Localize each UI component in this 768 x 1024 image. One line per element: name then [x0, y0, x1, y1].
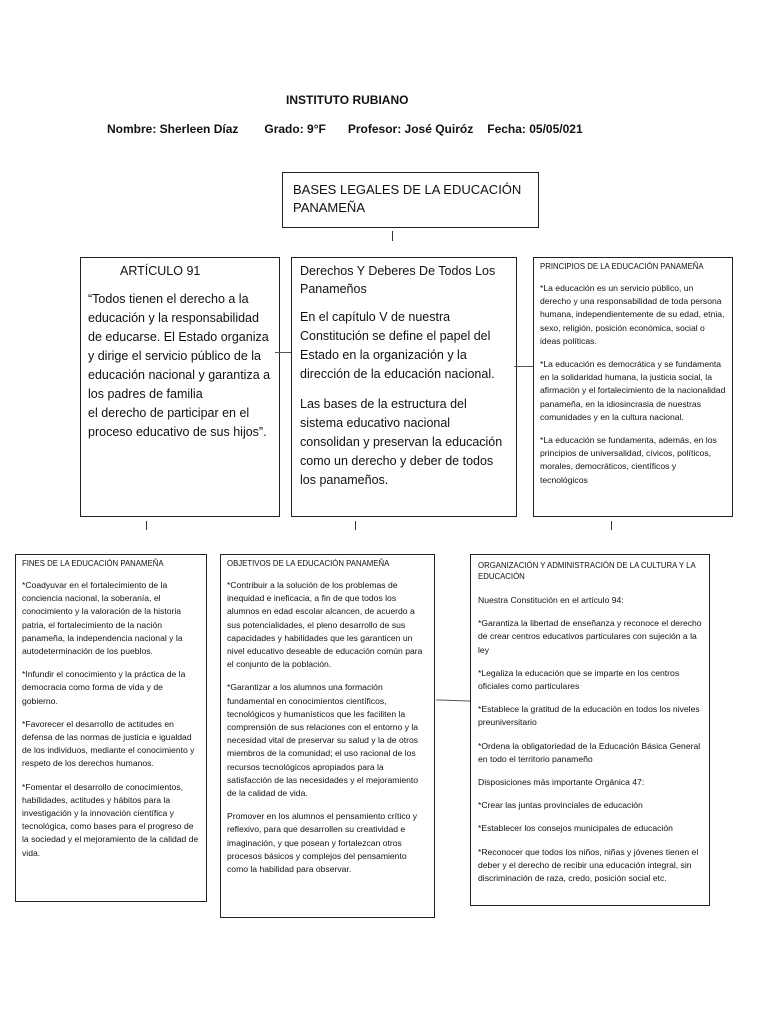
quote-line: educación y la responsabilidad: [88, 311, 259, 325]
principios-heading: PRINCIPIOS DE LA EDUCACIÓN PANAMEÑA: [540, 262, 704, 271]
principio-item: *La educación es democrática y se fundamenta en la solidaridad humana, la justicia social, la afirmación y el fortalecimiento de la nacionalidad panameña, en la idiosincrasia de nuestras comunidades y en la cultura nacional.: [540, 359, 726, 422]
row-connector-middle: [355, 521, 356, 530]
organizacion-item: *Ordena la obligatoriedad de la Educación Básica General en todo el territorio panameño: [478, 740, 701, 764]
articulo-quote: [88, 290, 272, 442]
fines-heading: FINES DE LA EDUCACIÓN PANAMEÑA: [22, 559, 164, 568]
principio-item: *La educación se fundamenta, además, en los principios de universalidad, cívicos, políticos, morales, democráticos, científicos y tecnológicos: [540, 435, 717, 485]
organizacion-item: Disposiciones más importante Orgánica 47:: [478, 777, 645, 788]
quote-line: educación nacional y garantiza a: [88, 368, 271, 382]
quote-line: de educarse. El Estado organiza: [88, 330, 269, 344]
organizacion-item: *Legaliza la educación que se imparte en los centros oficiales como particulares: [478, 667, 680, 692]
quote-line: “Todos tienen el derecho a la: [88, 292, 249, 306]
objetivo-item: *Garantizar a los alumnos una formación fundamental en conocimientos científicos, tecnológicos y humanísticos que les faciliten la comprensión de sus relaciones con el entorno y la necesidad vital de preservar su salud y la de otros miembros de la comunidad; el uso racional de los recursos tecnológicos apropiados para la satisfacción de las necesidades y el mejoramiento de la calidad de vida.: [227, 682, 419, 799]
derechos-heading-line2: Panameños: [300, 282, 367, 296]
fin-item: *Fomentar el desarrollo de conocimientos, habilidades, actitudes y hábitos para la investigación y la innovación científica y tecnológica, como bases para el progreso de la sociedad y el mejoramiento de la calidad de vida.: [22, 781, 199, 858]
organizacion-item: *Crear las juntas provinciales de educación: [478, 800, 643, 811]
student-info-line: [107, 122, 583, 136]
school-name: INSTITUTO RUBIANO: [286, 93, 409, 107]
derechos-deberes-box: [291, 257, 517, 517]
fin-item: *Favorecer el desarrollo de actitudes en defensa de las normas de justicia e igualdad de los individuos, mediante el conocimiento y respeto de los derechos humanos.: [22, 718, 195, 769]
derechos-heading-line1: Derechos Y Deberes De Todos Los: [300, 264, 496, 278]
organizacion-item: *Reconocer que todos los niños, niñas y jóvenes tienen el deber y el derecho de recibir una educación integral, sin discriminación de raza, credo, posición social etc.: [478, 846, 699, 884]
organizacion-heading: ORGANIZACIÓN Y ADMINISTRACIÓN DE LA CULTURA Y LA EDUCACIÓN: [478, 561, 696, 581]
fines-box: [15, 554, 207, 902]
obj-org-connector: [436, 699, 472, 701]
main-title-box: [282, 172, 539, 228]
fin-item: *Coadyuvar en el fortalecimiento de la conciencia nacional, la soberanía, el conocimiento y la valoración de la historia patria, el fortalecimiento de la nación panameña, la independencia nacional y la autodeterminación de los pueblos.: [22, 580, 183, 657]
row-connector-right: [611, 521, 612, 530]
quote-line: proceso educativo de sus hijos”.: [88, 425, 267, 439]
organizacion-item: *Garantiza la libertad de enseñanza y reconoce el derecho de crear centros educativos particulares con sujeción a la ley: [478, 618, 702, 655]
student-name: Nombre: Sherleen Díaz: [107, 122, 239, 136]
principio-item: *La educación es un servicio público, un derecho y una responsabilidad de toda persona humana, independientemente de su edad, etnia, sexo, religión, posición económica, social o ideas políticas.: [540, 283, 725, 346]
quote-line: y dirige el servicio público de la: [88, 349, 262, 363]
teacher-name: Profesor: José Quiróz: [347, 122, 474, 136]
quote-line: el derecho de participar en el: [88, 406, 250, 420]
objetivos-box: [220, 554, 435, 918]
date: Fecha: 05/05/021: [487, 122, 583, 136]
organizacion-item: *Establecer los consejos municipales de educación: [478, 823, 673, 834]
derechos-paragraph-2: Las bases de la estructura del sistema educativo nacional consolidan y preservan la educación como un derecho y deber de todos los panameños.: [300, 397, 503, 487]
derechos-paragraph-1: En el capítulo V de nuestra Constitución se define el papel del Estado en la organización y la dirección de la educación nacional.: [300, 310, 495, 381]
organizacion-item: Nuestra Constitución en el artículo 94:: [478, 595, 624, 605]
objetivo-item: Promover en los alumnos el pensamiento crítico y reflexivo, para que desarrollen su creatividad e imaginación, y que posean y fortalezcan otros procesos básicos y complejos del pensamiento como la habilidad para observar.: [227, 811, 418, 875]
organizacion-box: [470, 554, 710, 906]
articulo-91-box: [80, 257, 280, 517]
derechos-heading: [300, 262, 508, 298]
main-title-line1: BASES LEGALES DE LA EDUCACIÓN: [293, 182, 522, 197]
objetivo-item: *Contribuir a la solución de los problemas de inequidad e ineficacia, a fin de que todos los alumnos en edad escolar alcancen, de acuerdo a sus potencialidades, el pleno desarrollo de sus capacidades y habilidades que les garanticen un nivel educativo deseable de educación común para el conjunto de la población.: [227, 580, 423, 670]
student-grade: Grado: 9°F: [264, 122, 326, 136]
quote-line: los padres de familia: [88, 387, 203, 401]
fin-item: *Infundir el conocimiento y la práctica de la democracia como forma de vida y de gobierno.: [22, 669, 186, 706]
organizacion-item: *Establece la gratitud de la educación en todos los niveles preuniversitario: [478, 704, 700, 728]
principios-box: [533, 257, 733, 517]
articulo-heading: ARTÍCULO 91: [120, 264, 201, 278]
main-title-line2: PANAMEÑA: [293, 200, 365, 215]
row-connector-left: [146, 521, 147, 530]
objetivos-heading: OBJETIVOS DE LA EDUCACIÓN PANAMEÑA: [227, 559, 390, 568]
title-connector: [392, 231, 393, 241]
